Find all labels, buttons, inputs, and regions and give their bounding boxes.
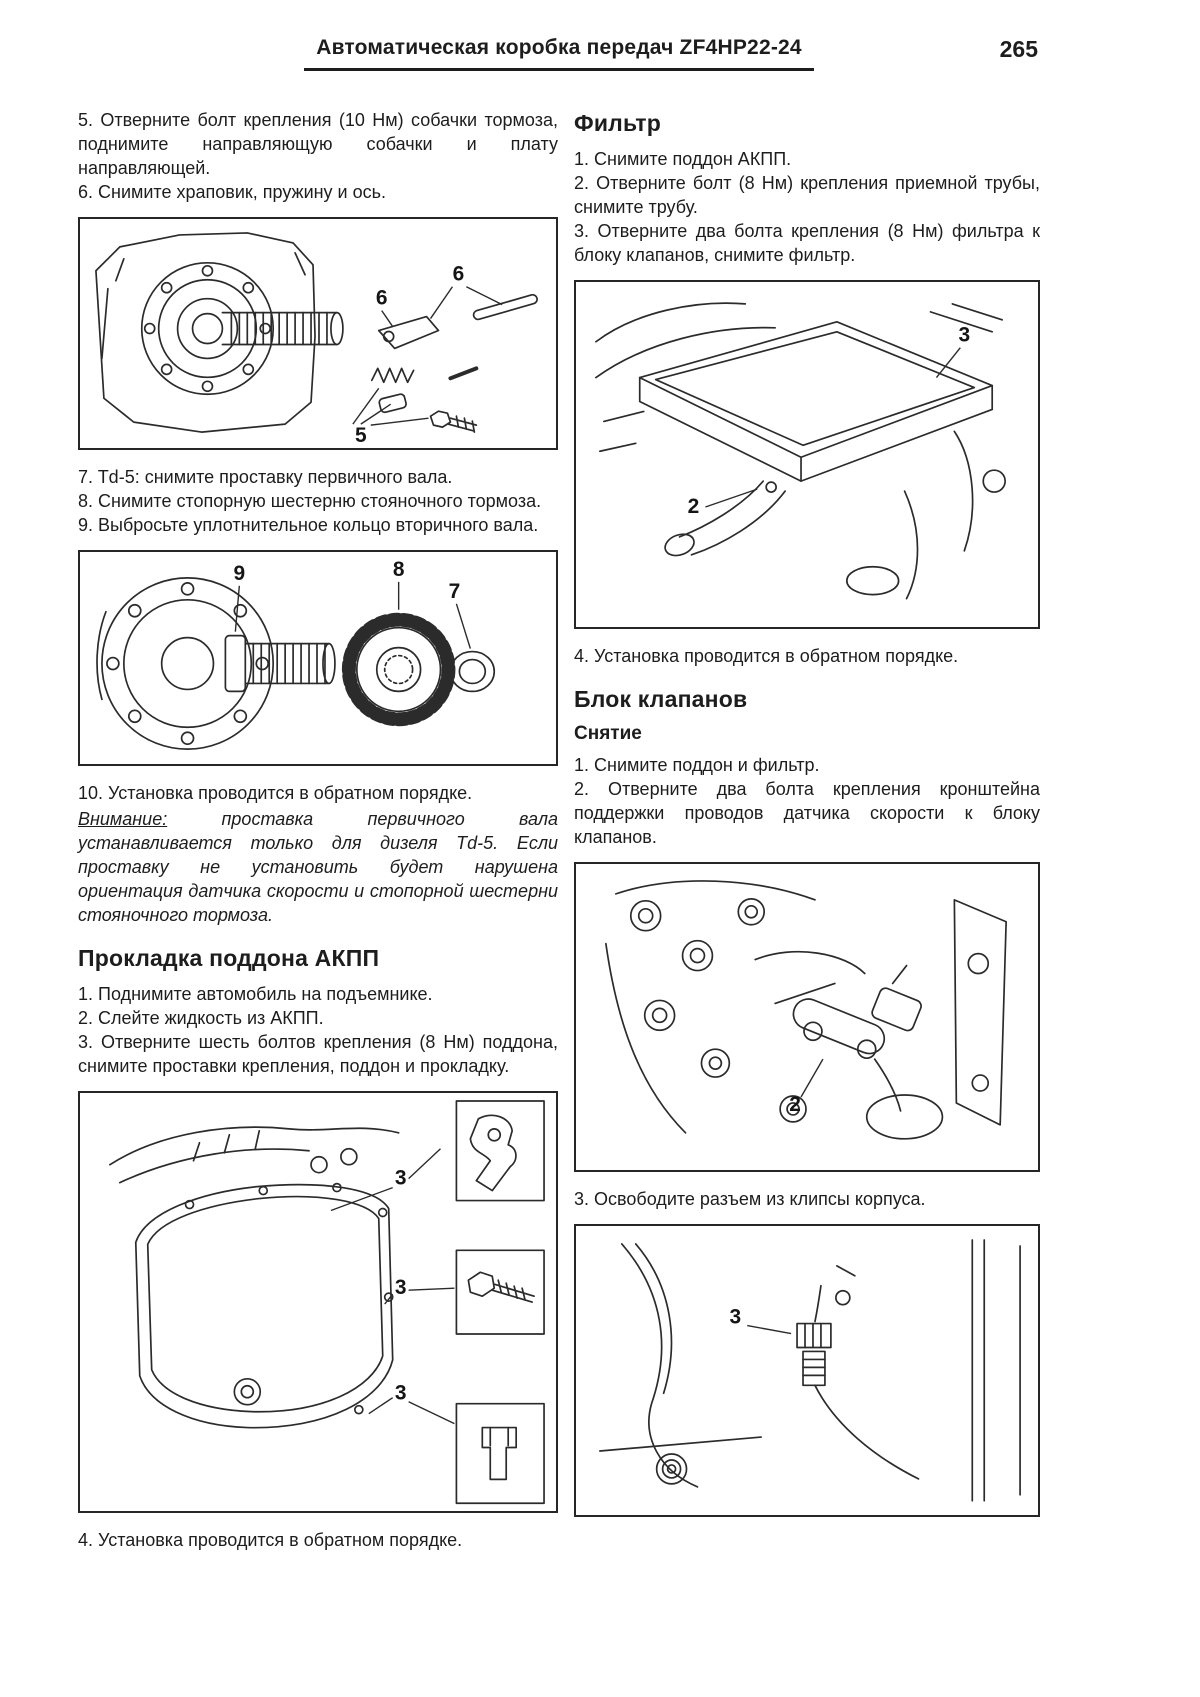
body-structure-art	[600, 1240, 1020, 1501]
gearbox-bottom-art	[110, 1127, 399, 1182]
figure-callout: 9	[233, 561, 246, 585]
step-text: 9. Выбросьте уплотнительное кольцо вторичного вала.	[78, 515, 539, 536]
pawl-spring-pin-art	[372, 294, 538, 432]
figure-callout: 6	[452, 262, 465, 286]
inset-boxes	[456, 1101, 544, 1503]
step-text: 4. Установка проводится в обратном порядке.	[78, 1530, 463, 1551]
figure-connector-clip	[574, 1224, 1040, 1517]
shaft-and-spacer-art	[225, 636, 335, 692]
figure-filter	[574, 280, 1040, 629]
step-text: 5. Отверните болт крепления (10 Нм) собачки тормоза, поднимите направляющую собачки и плату направляющей.	[78, 110, 558, 178]
callout-lines	[801, 1059, 823, 1097]
removal-subheading: Снятие	[574, 722, 642, 744]
figure-callout: 3	[394, 1381, 407, 1405]
figure-valve-body	[574, 862, 1040, 1173]
step-text: 3. Отверните два болта крепления (8 Нм) фильтра к блоку клапанов, снимите фильтр.	[574, 221, 1040, 265]
step-text: 3. Освободите разъем из клипсы корпуса.	[574, 1189, 926, 1210]
warning-text: проставка первичного вала устанавливается только для дизеля Td-5. Если проставку не установить будет нарушена ориентация датчика скорости и стопорной шестерни стояночного тормоза.	[78, 809, 558, 926]
clip-connector-art	[797, 1266, 918, 1479]
figure-callout: 7	[448, 579, 461, 603]
filter-heading: Фильтр	[574, 110, 662, 136]
figure-callout: 3	[394, 1276, 407, 1300]
figure-callout: 5	[354, 424, 367, 448]
column-right	[574, 108, 1040, 1552]
connector-clip-diagram	[576, 1226, 1038, 1515]
pan-gasket-heading: Прокладка поддона АКПП	[78, 945, 380, 972]
step-text: 2. Отверните два болта крепления кронштейна поддержки проводов датчика скорости к блоку клапанов.	[574, 778, 1040, 847]
figure-callout: 2	[789, 1092, 801, 1116]
oil-pan-art	[136, 1184, 393, 1428]
transmission-housing-art	[96, 233, 343, 432]
pawl-parts-diagram	[80, 219, 556, 448]
figure-oil-pan	[78, 1091, 558, 1513]
oil-pan-diagram	[80, 1093, 556, 1511]
filter-pan-art	[640, 322, 992, 492]
column-left	[78, 108, 558, 1552]
step-text: 3. Отверните шесть болтов крепления (8 Нм) поддона, снимите проставки крепления, поддон и прокладку.	[78, 1032, 558, 1077]
page-body	[78, 108, 1040, 1552]
parking-gear-art	[349, 620, 449, 720]
figure-callout: 8	[392, 557, 405, 581]
figure-callout: 3	[394, 1166, 407, 1190]
step-text: 2. Отверните болт (8 Нм) крепления приемной трубы, снимите трубу.	[574, 173, 1040, 217]
warning-note	[78, 807, 558, 927]
figure-callout: 6	[375, 286, 388, 310]
step-text: 7. Td-5: снимите проставку первичного вала.	[78, 467, 453, 488]
valve-block-heading: Блок клапанов	[574, 685, 748, 712]
side-plate-art	[954, 899, 1006, 1124]
case-background-art	[596, 303, 1005, 598]
valve-body-diagram	[576, 864, 1038, 1171]
step-text: 1. Снимите поддон и фильтр.	[574, 754, 820, 775]
step-text: 1. Снимите поддон АКПП.	[574, 149, 792, 169]
intake-tube-art	[662, 481, 785, 559]
output-shaft-diagram	[80, 552, 556, 764]
page-number: 265	[999, 36, 1038, 62]
figure-output-shaft	[78, 550, 558, 766]
figure-callout: 3	[729, 1305, 742, 1329]
seal-ring-art	[450, 652, 494, 692]
step-text: 1. Поднимите автомобиль на подъемнике.	[78, 984, 433, 1005]
page-title: Автоматическая коробка передач ZF4HP22-24	[304, 36, 814, 71]
figure-callout: 3	[958, 323, 971, 347]
filter-diagram	[576, 282, 1038, 627]
figure-callout: 2	[687, 494, 700, 518]
step-text: 4. Установка проводится в обратном порядке.	[574, 645, 959, 666]
housing-flange-art	[97, 578, 273, 749]
step-text: 10. Установка проводится в обратном порядке.	[78, 783, 473, 804]
figure-pawl-parts	[78, 217, 558, 450]
step-text: 2. Слейте жидкость из АКПП.	[78, 1008, 324, 1029]
page-header	[78, 36, 1040, 94]
valve-body-art	[606, 880, 865, 1132]
callout-lines	[747, 1326, 791, 1334]
step-text: 6. Снимите храповик, пружину и ось.	[78, 182, 387, 202]
warning-label: Внимание:	[78, 809, 168, 830]
callout-lines	[705, 348, 960, 507]
step-text: 8. Снимите стопорную шестерню стояночного тормоза.	[78, 491, 542, 512]
callout-lines	[331, 1149, 454, 1424]
